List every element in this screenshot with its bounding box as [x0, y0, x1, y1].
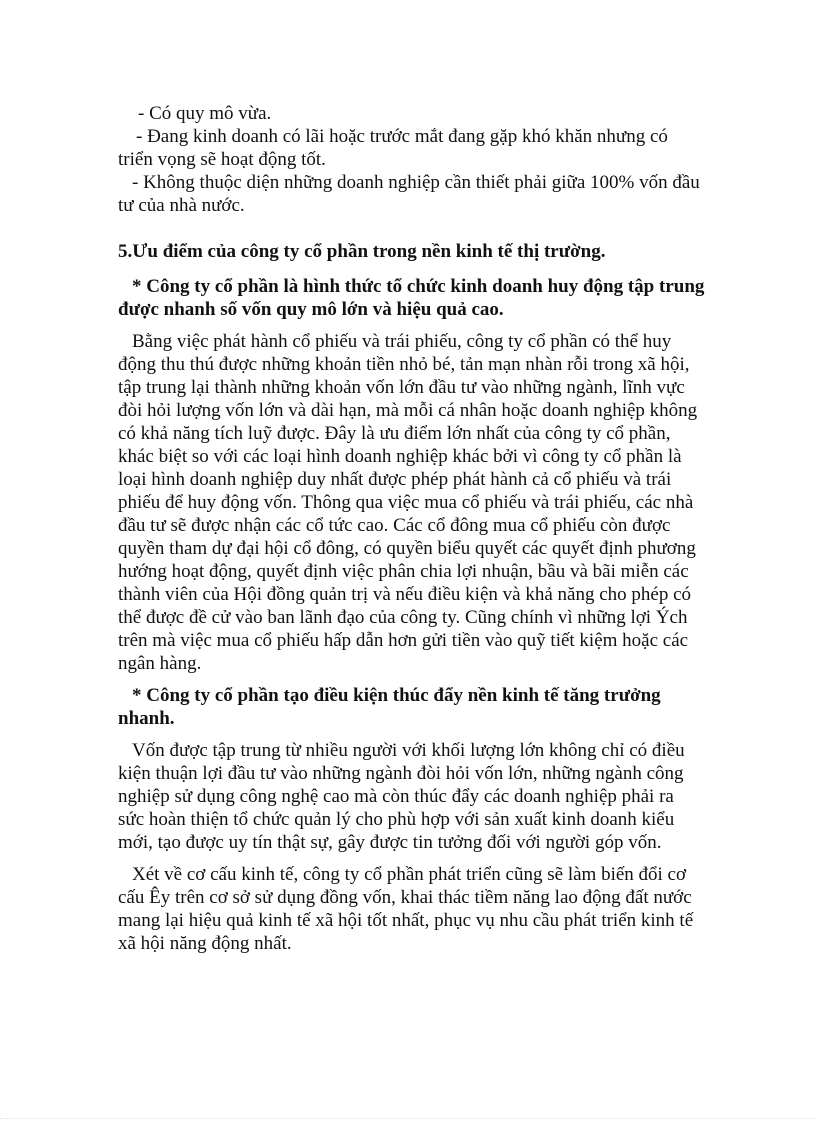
paragraph-line: quyền tham dự đại hội cổ đông, có quyền biểu quyết các quyết định phương — [118, 538, 696, 559]
condition-item-continuation: triển vọng sẽ hoạt động tốt. — [118, 149, 326, 170]
paragraph-line: xã hội năng động nhất. — [118, 933, 292, 954]
point-heading: * Công ty cổ phần là hình thức tổ chức kinh doanh huy động tập trung — [132, 276, 705, 297]
condition-item: - Đang kinh doanh có lãi hoặc trước mắt đang gặp khó khăn nhưng có — [136, 126, 668, 147]
condition-item-continuation: tư của nhà nước. — [118, 195, 245, 216]
paragraph-line: Xét về cơ cấu kinh tế, công ty cổ phần phát triển cũng sẽ làm biến đổi cơ — [132, 864, 687, 885]
condition-item: - Không thuộc diện những doanh nghiệp cần thiết phải giữa 100% vốn đầu — [132, 172, 700, 193]
paragraph-line: cấu Êy trên cơ sở sử dụng đồng vốn, khai thác tiềm năng lao động đất nước — [118, 887, 692, 908]
paragraph-line: thành viên của Hội đồng quản trị và nếu điều kiện và khả năng cho phép có — [118, 584, 691, 605]
point-heading: nhanh. — [118, 708, 175, 729]
point-heading: được nhanh số vốn quy mô lớn và hiệu quả cao. — [118, 299, 504, 320]
paragraph-line: sức hoàn thiện tổ chức quản lý cho phù hợp với sản xuất kinh doanh kiểu — [118, 809, 675, 830]
paragraph-line: mang lại hiệu quả kinh tế xã hội tốt nhất, phục vụ nhu cầu phát triển kinh tế — [118, 910, 694, 931]
paragraph-line: loại hình doanh nghiệp duy nhất được phép phát hành cả cổ phiếu và trái — [118, 469, 672, 490]
paragraph-line: hướng hoạt động, quyết định việc phân chia lợi nhuận, bầu và bãi miễn các — [118, 561, 689, 582]
page-bottom-rule — [0, 1118, 816, 1120]
paragraph-line: mới, tạo được uy tín thật sự, gây được tin tưởng đối với người góp vốn. — [118, 832, 662, 853]
paragraph-line: nghiệp sử dụng công nghệ cao mà còn thúc đẩy các doanh nghiệp phải ra — [118, 786, 674, 807]
paragraph-line: thể được đề cử vào ban lãnh đạo của công ty. Cũng chính vì những lợi Ých — [118, 607, 688, 628]
paragraph-line: đầu tư sẽ được nhận các cổ tức cao. Các cổ đông mua cổ phiếu còn được — [118, 515, 671, 536]
paragraph-line: đòi hỏi lượng vốn lớn và dài hạn, mà mỗi cá nhân hoặc doanh nghiệp không — [118, 400, 698, 421]
point-heading: * Công ty cổ phần tạo điều kiện thúc đẩy nền kinh tế tăng trưởng — [132, 685, 661, 706]
paragraph-line: ngân hàng. — [118, 653, 202, 674]
paragraph-line: trên mà việc mua cổ phiếu hấp dẫn hơn gửi tiền vào quỹ tiết kiệm hoặc các — [118, 630, 689, 651]
paragraph-line: Bằng việc phát hành cổ phiếu và trái phiếu, công ty cổ phần có thể huy — [132, 331, 672, 352]
paragraph-line: có khả năng tích luỹ được. Đây là ưu điểm lớn nhất của công ty cổ phần, — [118, 423, 671, 444]
paragraph-line: phiếu để huy động vốn. Thông qua việc mua cổ phiếu và trái phiếu, các nhà — [118, 492, 694, 513]
paragraph-line: Vốn được tập trung từ nhiều người với khối lượng lớn không chỉ có điều — [132, 740, 685, 761]
section-heading: 5.Ưu điểm của công ty cổ phần trong nền kinh tế thị trường. — [118, 241, 606, 262]
condition-item: - Có quy mô vừa. — [138, 103, 272, 124]
paragraph-line: động thu thú được những khoản tiền nhỏ bé, tản mạn nhàn rỗi trong xã hội, — [118, 354, 690, 375]
paragraph-line: khác biệt so với các loại hình doanh nghiệp khác bởi vì công ty cổ phần là — [118, 446, 682, 467]
paragraph-line: tập trung lại thành những khoản vốn lớn đầu tư vào những ngành, lĩnh vực — [118, 377, 685, 398]
paragraph-line: kiện thuận lợi đầu tư vào những ngành đòi hỏi vốn lớn, những ngành công — [118, 763, 684, 784]
